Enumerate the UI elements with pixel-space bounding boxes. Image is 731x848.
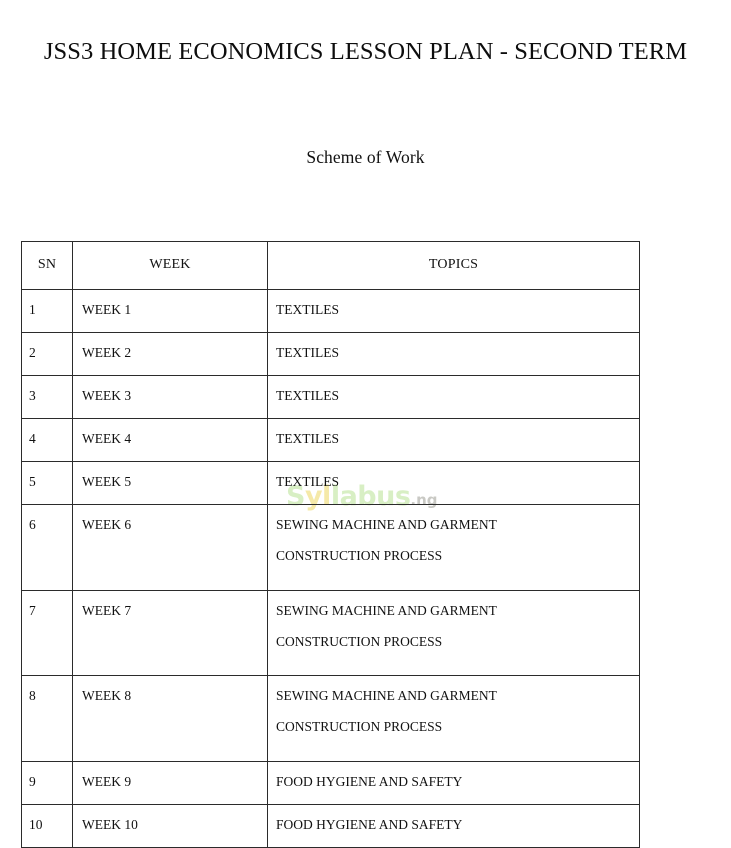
cell-topic — [268, 290, 640, 333]
scheme-of-work-table-container — [21, 241, 639, 848]
cell-sn: 5 — [22, 462, 73, 505]
cell-topic — [268, 419, 640, 462]
cell-sn: 1 — [22, 290, 73, 333]
watermark-text-part-1: S — [286, 481, 305, 512]
cell-week: WEEK 10 — [73, 805, 268, 848]
cell-topic — [268, 376, 640, 419]
column-header-sn: SN — [22, 242, 73, 290]
cell-topic — [268, 505, 640, 591]
cell-topic-line: CONSTRUCTION PROCESS — [276, 719, 443, 735]
cell-topic-line: TEXTILES — [276, 431, 339, 446]
cell-sn: 2 — [22, 333, 73, 376]
cell-topic-line: TEXTILES — [276, 388, 339, 403]
cell-topic-line: TEXTILES — [276, 345, 339, 360]
page-title: JSS3 HOME ECONOMICS LESSON PLAN - SECOND TERM — [43, 38, 688, 65]
cell-topic-line: SEWING MACHINE AND GARMENT — [276, 517, 497, 532]
cell-topic-line: SEWING MACHINE AND GARMENT — [276, 688, 497, 704]
cell-sn: 9 — [22, 762, 73, 805]
cell-topic-line: CONSTRUCTION PROCESS — [276, 633, 443, 649]
table-row — [22, 419, 640, 462]
column-header-topics: TOPICS — [268, 242, 640, 290]
cell-topic — [268, 762, 640, 805]
cell-week: WEEK 3 — [73, 376, 268, 419]
cell-topic — [268, 805, 640, 848]
cell-week: WEEK 7 — [73, 590, 268, 676]
table-row — [22, 762, 640, 805]
table-row — [22, 805, 640, 848]
cell-week: WEEK 1 — [73, 290, 268, 333]
table-row — [22, 462, 640, 505]
scheme-of-work-table — [21, 241, 640, 848]
table-row — [22, 376, 640, 419]
cell-topic — [268, 676, 640, 762]
cell-topic-line: FOOD HYGIENE AND SAFETY — [276, 817, 463, 833]
section-heading-scheme-of-work: Scheme of Work — [306, 147, 425, 168]
table-row — [22, 590, 640, 676]
cell-topic — [268, 590, 640, 676]
cell-week: WEEK 4 — [73, 419, 268, 462]
cell-week: WEEK 9 — [73, 762, 268, 805]
cell-week: WEEK 8 — [73, 676, 268, 762]
cell-topic — [268, 462, 640, 505]
cell-sn: 10 — [22, 805, 73, 848]
cell-week: WEEK 2 — [73, 333, 268, 376]
table-row — [22, 676, 640, 762]
table-header — [22, 242, 640, 290]
cell-sn: 8 — [22, 676, 73, 762]
cell-sn: 3 — [22, 376, 73, 419]
cell-topic-line: FOOD HYGIENE AND SAFETY — [276, 774, 463, 790]
table-row — [22, 290, 640, 333]
watermark-text-accent: yl — [304, 481, 331, 512]
cell-topic-line: TEXTILES — [276, 302, 339, 317]
watermark-text-part-2: labus — [330, 481, 411, 512]
cell-topic — [268, 333, 640, 376]
column-header-week: WEEK — [73, 242, 268, 290]
table-header-row — [22, 242, 640, 290]
cell-week: WEEK 5 — [73, 462, 268, 505]
table-row — [22, 505, 640, 591]
cell-sn: 7 — [22, 590, 73, 676]
cell-topic-line: SEWING MACHINE AND GARMENT — [276, 602, 497, 618]
table-body — [22, 290, 640, 848]
cell-week: WEEK 6 — [73, 505, 268, 591]
table-row — [22, 333, 640, 376]
cell-topic-line: CONSTRUCTION PROCESS — [276, 547, 443, 563]
watermark-tld: .ng — [410, 491, 438, 509]
cell-sn: 6 — [22, 505, 73, 591]
cell-sn: 4 — [22, 419, 73, 462]
cell-topic-line: TEXTILES — [276, 474, 339, 489]
